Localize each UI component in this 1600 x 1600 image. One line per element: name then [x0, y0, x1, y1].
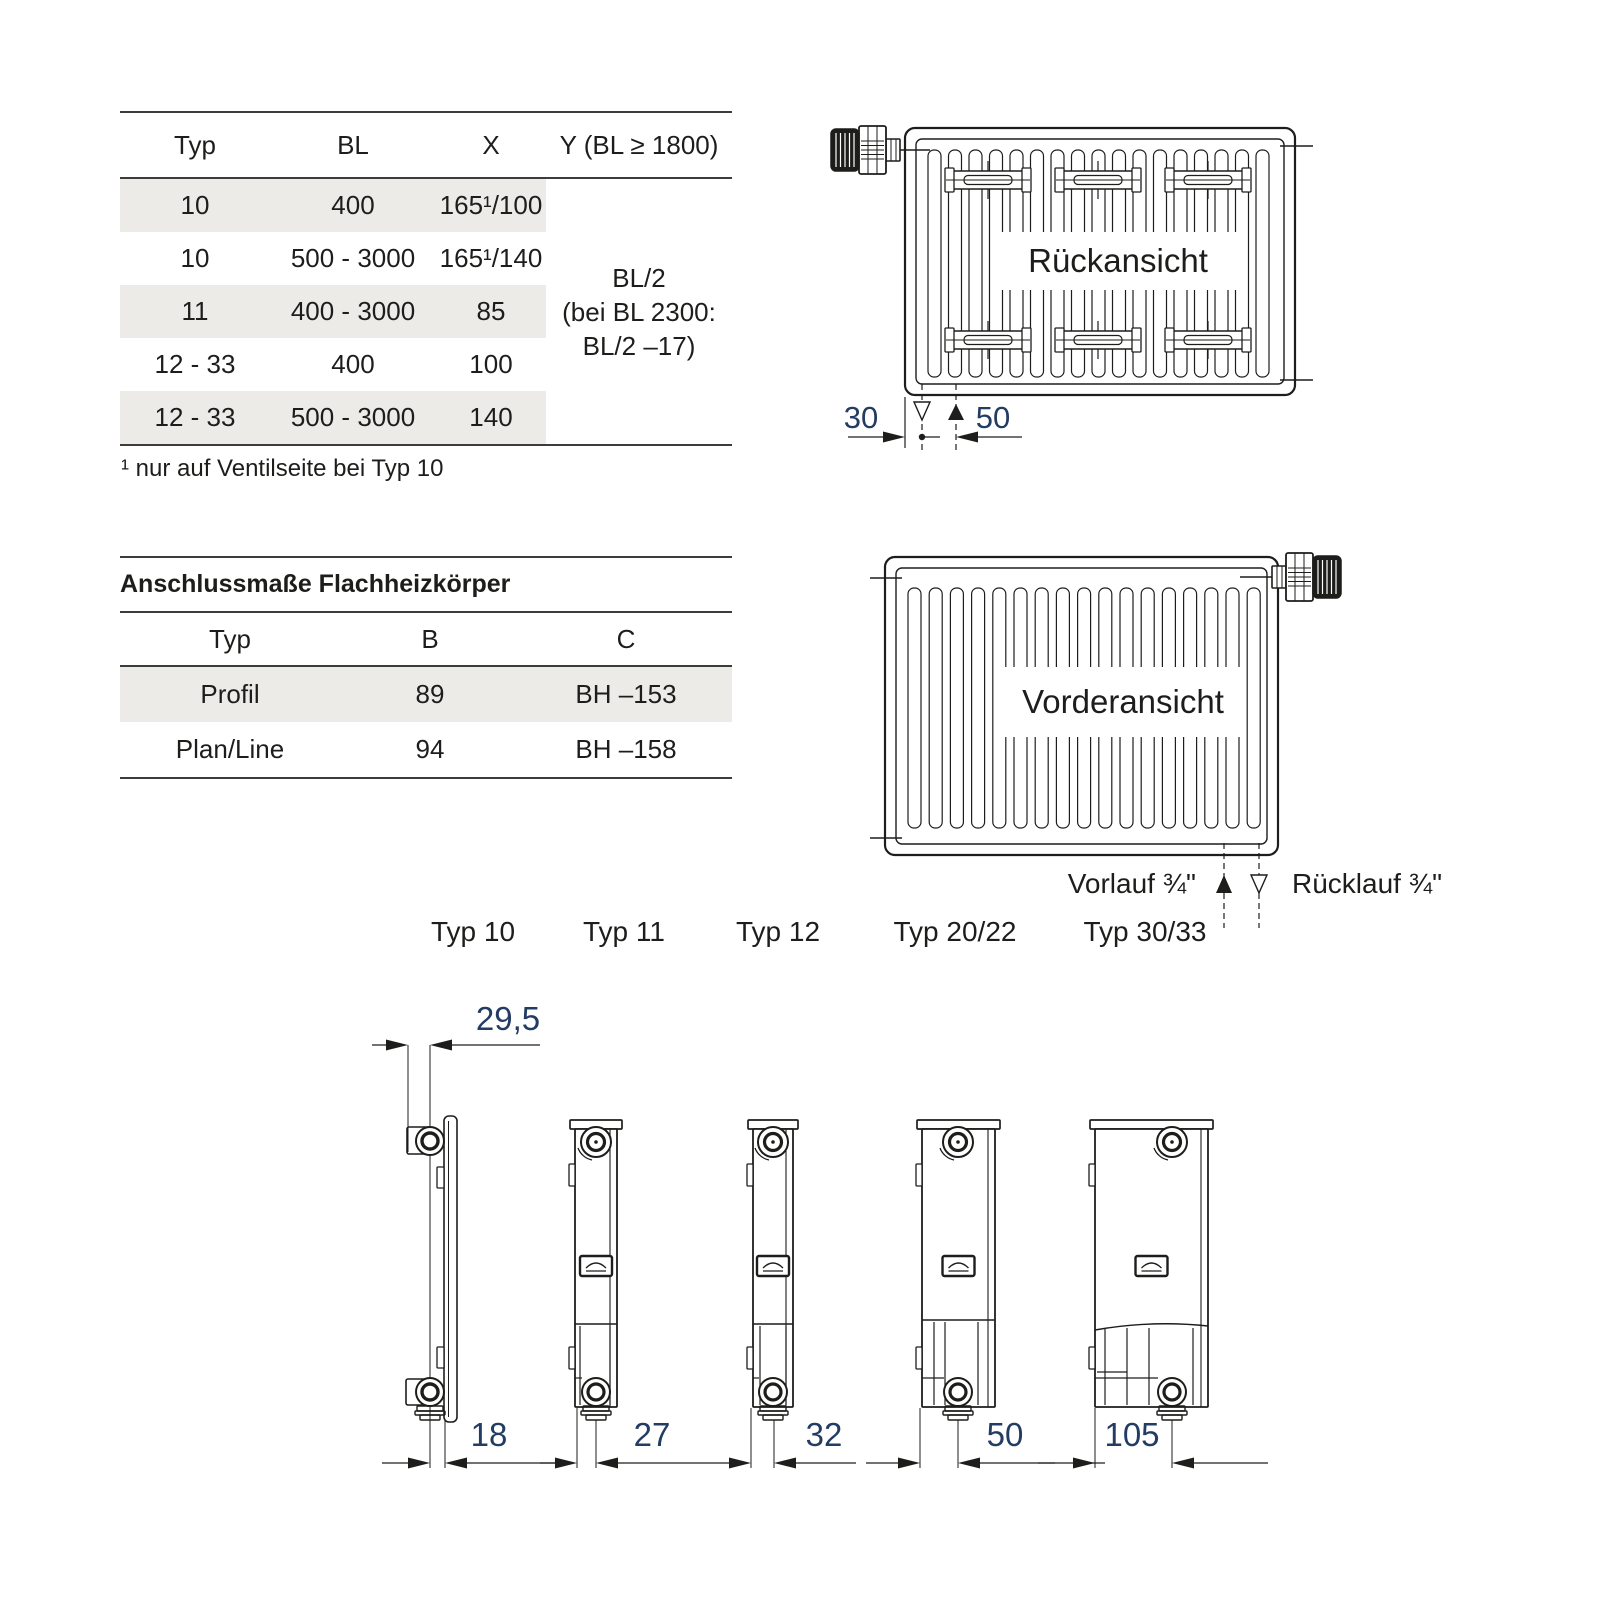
cell-typ: 10 [180, 190, 210, 220]
cell-b: 94 [415, 734, 445, 764]
footnote: ¹ nur auf Ventilseite bei Typ 10 [121, 455, 444, 482]
dim-105: 105 [1104, 1416, 1160, 1453]
cell-bl: 500 - 3000 [290, 402, 416, 432]
dim-29-5: 29,5 [475, 1000, 541, 1037]
front-view-label: Vorderansicht [1000, 667, 1246, 737]
return-label: Rücklauf ¾" [1292, 868, 1443, 899]
cell-b: 89 [415, 679, 445, 709]
profile-label-typ11: Typ 11 [583, 916, 665, 947]
profile-label-typ3033: Typ 30/33 [1083, 916, 1207, 947]
cell-bl: 500 - 3000 [290, 243, 416, 273]
rear-dim-50: 50 [975, 400, 1011, 435]
dim-18: 18 [470, 1416, 508, 1453]
cell-typ: Profil [200, 679, 260, 709]
cell-x: 140 [469, 402, 513, 432]
profile-label-typ10: Typ 10 [430, 916, 516, 947]
cell-typ: 10 [180, 243, 210, 273]
y-line3: BL/2 –17) [582, 330, 696, 361]
cell-x: 165¹/140 [439, 243, 543, 273]
connection-table [120, 556, 732, 782]
cell-typ: 12 - 33 [154, 349, 236, 379]
cell-bl: 400 [331, 190, 375, 220]
profile-label-typ2022: Typ 20/22 [893, 916, 1017, 947]
col-header-typ: Typ [174, 129, 216, 160]
dim-50: 50 [986, 1416, 1024, 1453]
dimension-table [120, 111, 732, 446]
cell-bl: 400 [331, 349, 375, 379]
table-rule [120, 444, 732, 446]
table-row [120, 667, 732, 722]
merged-y-cell [546, 179, 732, 444]
table-rule [120, 777, 732, 779]
cell-x: 85 [476, 296, 506, 326]
table-header-row [120, 113, 732, 177]
cell-typ: Plan/Line [175, 734, 285, 764]
col-header-bl: BL [337, 129, 369, 160]
cell-c: BH –158 [575, 734, 677, 764]
table-title: Anschlussmaße Flachheizkörper [120, 570, 511, 598]
col-header-x: X [482, 129, 500, 160]
table-row [120, 722, 732, 777]
cell-typ: 11 [181, 296, 209, 326]
cell-bl: 400 - 3000 [290, 296, 416, 326]
col-header-c: C [616, 623, 636, 654]
y-line1: BL/2 [612, 262, 666, 293]
col-header-b: B [421, 623, 439, 654]
cell-x: 100 [469, 349, 513, 379]
dim-32: 32 [805, 1416, 843, 1453]
table-rule [120, 556, 732, 558]
flow-label: Vorlauf ¾" [1067, 868, 1196, 899]
table-header-row [120, 613, 732, 665]
col-header-typ: Typ [209, 623, 251, 654]
rear-dim-30: 30 [843, 400, 879, 435]
cell-typ: 12 - 33 [154, 402, 236, 432]
cell-x: 165¹/100 [439, 190, 543, 220]
rear-view-label: Rückansicht [995, 232, 1241, 290]
dim-27: 27 [633, 1416, 671, 1453]
cell-c: BH –153 [575, 679, 677, 709]
col-header-y: Y (BL ≥ 1800) [559, 129, 719, 160]
profile-label-typ12: Typ 12 [735, 916, 821, 947]
y-line2: (bei BL 2300: [562, 296, 716, 327]
